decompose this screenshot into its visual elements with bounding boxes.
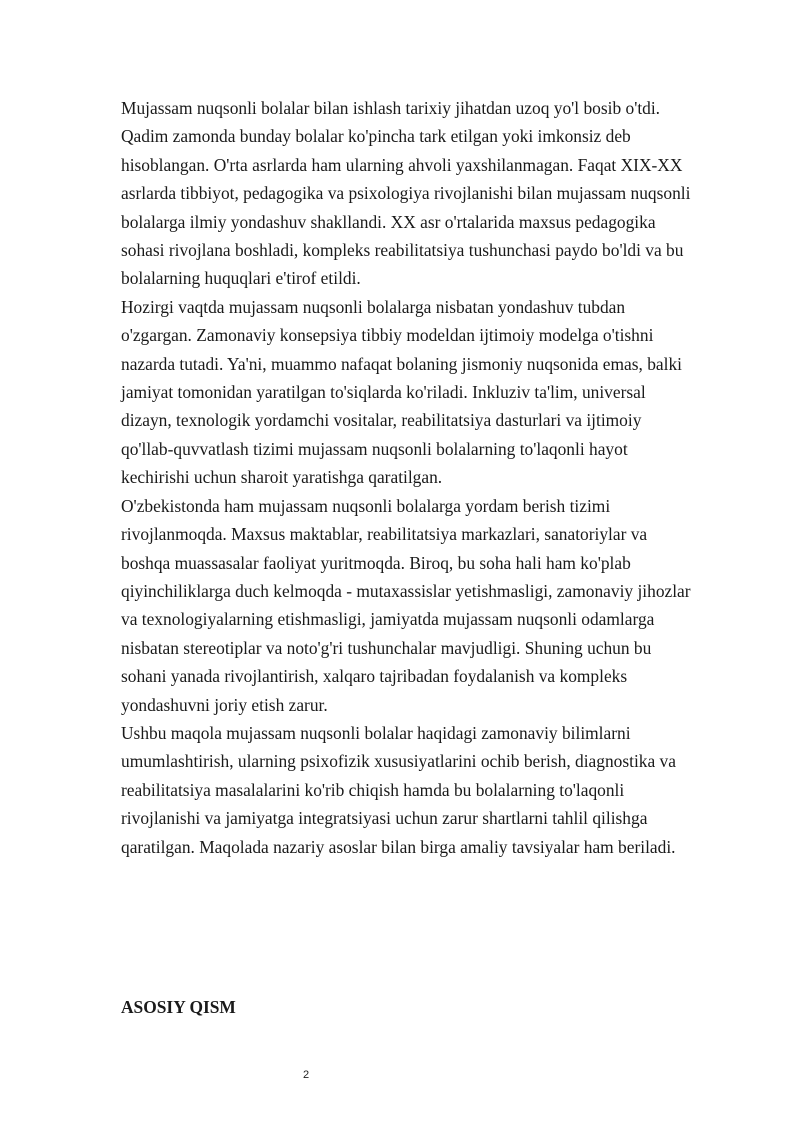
body-text: [121, 94, 696, 861]
paragraph-modern-approach: Hozirgi vaqtda mujassam nuqsonli bolalarga nisbatan yondashuv tubdan o'zgargan. Zamonaviy konsepsiya tibbiy modeldan ijtimoiy modelga o'tishni nazarda tutadi. Ya'ni, muammo nafaqat bolaning jismoniy nuqsonida emas, balki jamiyat tomonidan yaratilgan to'siqlarda ko'riladi. Inkluziv ta'lim, universal dizayn, texnologik yordamchi vositalar, reabilitatsiya dasturlari va ijtimoiy qo'llab-quvvatlash tizimi mujassam nuqsonli bolalarning to'laqonli hayot kechirishi uchun sharoit yaratishga qaratilgan.: [121, 296, 682, 488]
paragraph-uzbekistan: O'zbekistonda ham mujassam nuqsonli bolalarga yordam berish tizimi rivojlanmoqda. Maxsus maktablar, reabilitatsiya markazlari, sanatoriylar va boshqa muassasalar faoliyat yuritmoqda. Biroq, bu soha hali ham ko'plab qiyinchiliklarga duch kelmoqda - mutaxassislar yetishmasligi, zamonaviy jihozlar va texnologiyalarning etishmasligi, jamiyatda mujassam nuqsonli odamlarga nisbatan stereotiplar va noto'g'ri tushunchalar mavjudligi. Shuning uchun bu sohani yanada rivojlantirish, xalqaro tajribadan foydalanish va kompleks yondashuvni joriy etish zarur.: [121, 495, 691, 715]
section-heading: ASOSIY QISM: [121, 997, 236, 1017]
page-number: 2: [302, 1069, 310, 1081]
paragraph-history: Mujassam nuqsonli bolalar bilan ishlash tarixiy jihatdan uzoq yo'l bosib o'tdi. Qadim zamonda bunday bolalar ko'pincha tark etilgan yoki imkonsiz deb hisoblangan. O'rta asrlarda ham ularning ahvoli yaxshilanmagan. Faqat XIX-XX asrlarda tibbiyot, pedagogika va psixologiya rivojlanishi bilan mujassam nuqsonli bolalarga ilmiy yondashuv shakllandi. XX asr o'rtalarida maxsus pedagogika sohasi rivojlana boshladi, kompleks reabilitatsiya tushunchasi paydo bo'ldi va bu bolalarning huquqlari e'tirof etildi.: [121, 98, 691, 289]
paragraph-article-purpose: Ushbu maqola mujassam nuqsonli bolalar haqidagi zamonaviy bilimlarni umumlashtirish, ularning psixofizik xususiyatlarini ochib berish, diagnostika va reabilitatsiya masalalarini ko'rib chiqish hamda bu bolalarning to'laqonli rivojlanishi va jamiyatga integratsiyasi uchun zarur shartlarni tahlil qilishga qaratilgan. Maqolada nazariy asoslar bilan birga amaliy tavsiyalar ham beriladi.: [121, 722, 676, 857]
